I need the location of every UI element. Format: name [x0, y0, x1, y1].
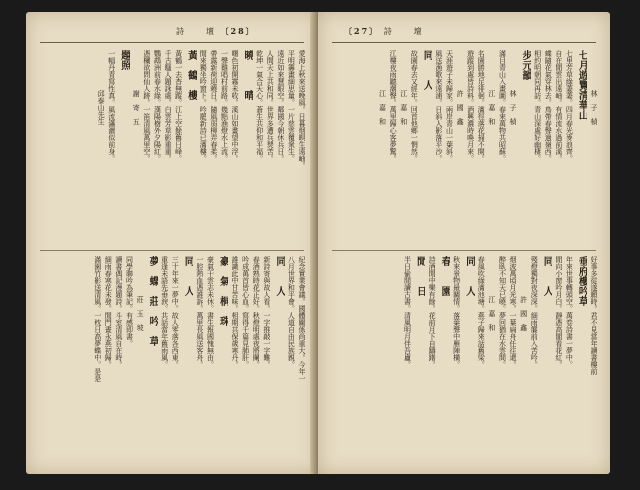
verse-line: 乾坤一氣合天心。蒼生共仰和平福。 — [255, 50, 264, 162]
verse-line: 相約明朝同再訪。青山深處好幽棲。 — [533, 50, 542, 162]
verse-line: 新詩寄與故人看。一字推敲一字難。 — [262, 256, 271, 368]
poet-name: 許 國 鑫 — [519, 296, 528, 331]
left-page-header — [176, 26, 256, 37]
left-header-rule — [40, 42, 304, 43]
verse-line: 滿園竹影送清風。一枕日高夢蝶中。是是 — [93, 256, 102, 382]
verse-line: 重逢未語先垂淚。共話當年舊雨風。 — [160, 256, 169, 368]
verse-line: 帶露新荷迎曉日。隨風弱柳弄春柔。 — [209, 50, 218, 162]
verse-line: 滿目青山入畫圖。春來萬物共昭蘇。 — [498, 50, 507, 162]
verse-line: 愛海上秋來送晚風。日暮烟暝生遠岫。 — [298, 50, 306, 169]
verse-line: 憑欄欲問仙人跡。一笛清風萬里空。 — [142, 50, 151, 162]
poet-name: 許 國 鑫 — [456, 90, 465, 125]
right-page-number: 〔27〕 — [344, 26, 380, 36]
verse-line: 黃鶴一去杳無蹤。江上空餘舊日峰。 — [174, 50, 183, 162]
poem-title: 步元韻 — [520, 50, 532, 80]
verse-line: 遊蹤到處皆詩料。酒興濃時喚月來。 — [466, 50, 475, 162]
left-page — [26, 12, 318, 474]
right-header-rule — [332, 42, 596, 43]
verse-line: 閒來獨坐吟窗下。吟罷新詩已滿樓。 — [199, 50, 208, 162]
verse-line: 一腔熱血憑誰訴。萬里長風送客舟。 — [195, 256, 204, 368]
poem-title: 同 人 — [421, 50, 433, 90]
verse-line: 詩酒閒中樂有餘。花前月下自躊躇。 — [428, 256, 437, 368]
verse-line: 鸚鵡洲前春水綠。漢陽樹外夕陽紅。 — [153, 50, 162, 162]
verse-line: 千古騷人題詠處。白雲芳草影重重。 — [164, 50, 173, 162]
right-top-band — [330, 50, 598, 240]
poem-title: 夢 蝶 莊 吟 草 — [147, 256, 159, 346]
verse-line: 天涯遊子未歸家。兩岸青山一葉斜。 — [445, 50, 454, 162]
poet-name: 江 嘉 和 — [487, 296, 496, 331]
verse-line: 醉臥不知天已曉。夢回猶在水雲間。 — [498, 256, 507, 368]
verse-line: 春風吹綠滿池塘。燕子歸來話舊梁。 — [477, 256, 486, 368]
verse-line: 半日偷閒讀古書。清風明月伴吾廬。 — [403, 256, 412, 368]
verse-line: 殘燈獨對夜深深。細雨簾前入苦吟。 — [530, 256, 539, 368]
verse-line: 三十年來一夢中。故人零落各西東。 — [171, 256, 180, 368]
verse-line: 七里芳草綠萋萋。四月春光麥浪齊。 — [565, 50, 574, 162]
verse-line: 風送漁歌來遠浦。日斜人影落平沙。 — [434, 50, 443, 162]
poet-name: 林 子 楨 — [590, 90, 598, 125]
verse-line: 蝶隨花氣穿林去。鳥帶春聲過嶺西。 — [544, 50, 553, 162]
verse-line: 好事多從遂願時。君不見當年讀書樓前 — [590, 256, 598, 375]
left-bottom-band — [38, 256, 306, 446]
poem-title: 同 人 — [541, 256, 553, 296]
poet-name: 莊 玉 坡 — [136, 296, 145, 331]
poem-title: 同 人 — [463, 256, 475, 296]
verse-line: 細雨春寒花未發。閒門晝永燕初歸。 — [104, 256, 113, 368]
right-page — [318, 12, 610, 474]
verse-line: 豪氣干雲志未休。書生報國愧無由。 — [206, 256, 215, 368]
right-header-title: 詩 壇 — [383, 27, 424, 36]
poem-title: 春 園 — [439, 256, 451, 296]
right-page-header — [344, 26, 424, 37]
verse-line: 年來世事轉頭空。萬卷詩書一夢中。 — [565, 256, 574, 368]
poem-title: 題照 — [118, 50, 130, 70]
poet-name: 邱泰山先生 — [97, 90, 106, 125]
verse-line: 江樓夜雨聽潮聲。萬里歸心客夢驚。 — [389, 50, 398, 162]
verse-line: 吟成萬首皆心血。寫得千篇見肺肝。 — [241, 256, 250, 368]
left-top-band — [38, 50, 306, 240]
verse-line: 遠近如來慧眼空。鄰國今朝休兵日。 — [276, 50, 285, 162]
verse-line: 名園勝地足徘徊。滿徑落花掃不開。 — [477, 50, 486, 162]
left-page-number: 〔28〕 — [220, 26, 256, 36]
verse-line: 烟波萬頃月光寒。一葉扁舟任往還。 — [509, 256, 518, 368]
left-header-title: 詩 壇 — [176, 27, 216, 36]
verse-line: 秋來景物最關情。落葉聲中雁陣橫。 — [452, 256, 461, 368]
poem-title: 垂府樓吟草 — [576, 256, 588, 306]
open-book — [18, 12, 618, 482]
poet-name: 江 嘉 和 — [487, 90, 496, 125]
poet-name: 謝 寄 五 — [132, 90, 141, 125]
verse-line: 人間天上共和同。世界多遭兵燹苦。 — [266, 50, 275, 162]
poet-name: 江 嘉 和 — [378, 90, 387, 125]
poem-title: 同 人 — [182, 256, 194, 296]
poem-title: 曉 晴 — [242, 50, 254, 100]
verse-line: 故園春去又經年。回首他鄉一惘然。 — [410, 50, 419, 162]
poet-name: 林 子 楨 — [509, 90, 518, 125]
poem-title: 閒 日 — [414, 256, 426, 296]
verse-line: 閒向小窗吟月白。靜憑高閣看花紅。 — [554, 256, 563, 368]
verse-line: 春酒熟時花正好。秋燈明處夜將闌。 — [252, 256, 261, 368]
right-bottom-band — [330, 256, 598, 446]
left-band-divider — [40, 250, 304, 251]
verse-line: 紀念實業會議。國體關係尚重大。今年一 — [298, 256, 306, 382]
poem-title: 豪 氣 桐 珠 — [217, 256, 229, 326]
verse-line: 一聲雞唱村前路。幾點漁燈水上流。 — [220, 50, 229, 162]
verse-line: 誰識此中甘苦味。相期共保歲寒丹。 — [231, 256, 240, 368]
verse-line: 讀書偶記漫題詩。斗室清風自在時。 — [114, 256, 123, 368]
verse-line: 一幅丹青寫性真。風流瀟灑似前身。 — [107, 50, 116, 162]
poem-title: 黃 鶴 樓 — [185, 50, 197, 100]
verse-line: 自在閒雲出遠岫。有情流水過前溪。 — [554, 50, 563, 162]
poet-name: 江 嘉 和 — [399, 90, 408, 125]
verse-line: 曙色初開霧未收。溪山如畫望中浮。 — [231, 50, 240, 162]
poem-title: 七月遊覽清華山 — [576, 50, 588, 120]
verse-line: 八月世界和平會。人道自由民族親。 — [287, 256, 296, 368]
right-band-divider — [332, 250, 596, 251]
verse-line: 平明籌畫細思量。一片慈雲覆衆生。 — [287, 50, 296, 162]
verse-line: 同學聯吟為筆記。有感即書。 — [125, 256, 134, 347]
poem-title: 同 人 — [273, 256, 285, 296]
